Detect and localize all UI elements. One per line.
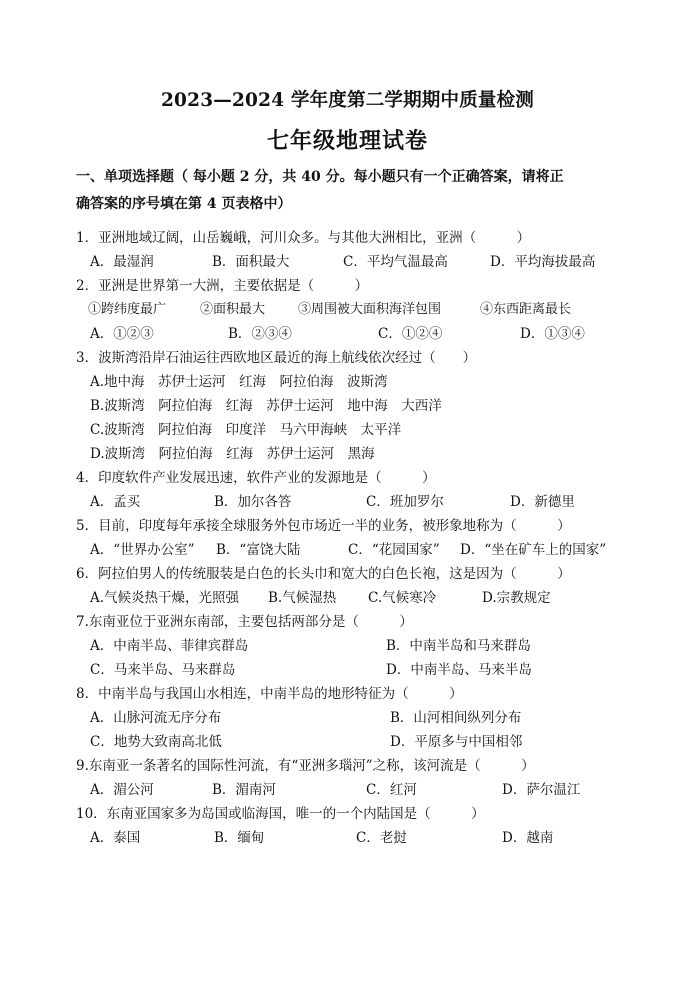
question-4-option-b: B．加尔各答 xyxy=(214,494,292,510)
question-9-options xyxy=(90,778,630,798)
question-10-option-a: A．泰国 xyxy=(90,830,141,846)
question-6-stem: 6．阿拉伯男人的传统服装是白色的长头巾和宽大的白色长袍，这是因为（ ） xyxy=(76,566,571,582)
question-8-option-b: B．山河相间纵列分布 xyxy=(390,710,522,726)
question-2-item-2: ②面积最大 xyxy=(200,302,266,317)
section-heading-line2: 确答案的序号填在第 4 页表格中） xyxy=(76,196,292,212)
question-9-option-c: C．红河 xyxy=(366,782,417,798)
question-5-options xyxy=(90,538,630,558)
question-2-item-1: ①跨纬度最广 xyxy=(88,302,167,317)
question-7-option-c: C．马来半岛、马来群岛 xyxy=(90,662,236,678)
question-1-options xyxy=(90,250,630,270)
question-1-option-d: D．平均海拔最高 xyxy=(490,254,596,270)
question-2-option-c: C．①②④ xyxy=(378,326,443,342)
question-2-stem: 2．亚洲是世界第一大洲，主要依据是（ ） xyxy=(76,278,369,294)
question-6-option-b: B.气候湿热 xyxy=(268,590,337,606)
question-7-options-row1 xyxy=(90,634,630,654)
question-7-option-a: A．中南半岛、菲律宾群岛 xyxy=(90,638,249,654)
exam-subtitle: 七年级地理试卷 xyxy=(266,128,428,154)
question-1-option-a: A．最湿润 xyxy=(90,254,154,270)
question-9-option-a: A．湄公河 xyxy=(90,782,154,798)
question-4-options xyxy=(90,490,630,510)
exam-title: 2023—2024 学年度第二学期期中质量检测 xyxy=(160,90,535,111)
question-3-option-c: C.波斯湾 阿拉伯海 印度洋 马六甲海峡 太平洋 xyxy=(90,422,402,438)
question-7-option-b: B．中南半岛和马来群岛 xyxy=(386,638,531,654)
question-10-option-d: D．越南 xyxy=(502,830,554,846)
question-2-option-a: A．①②③ xyxy=(90,326,154,342)
question-4-stem: 4．印度软件产业发展迅速，软件产业的发源地是（ ） xyxy=(76,470,436,486)
question-2-item-4: ④东西距离最长 xyxy=(480,302,572,317)
question-10-options xyxy=(90,826,630,846)
question-10-option-b: B．缅甸 xyxy=(214,830,265,846)
question-8-options-row1 xyxy=(90,706,630,726)
question-5-option-d: D．“坐在矿车上的国家” xyxy=(460,542,607,558)
question-3-stem: 3．波斯湾沿岸石油运往西欧地区最近的海上航线依次经过（ ） xyxy=(76,350,477,366)
question-5-option-b: B．“富饶大陆 xyxy=(216,542,301,558)
question-4-option-a: A．孟买 xyxy=(90,494,141,510)
question-6-option-d: D.宗教规定 xyxy=(482,590,551,606)
question-4-option-c: C．班加罗尔 xyxy=(366,494,444,510)
question-3-option-d: D.波斯湾 阿拉伯海 红海 苏伊士运河 黑海 xyxy=(90,446,375,462)
section-heading-line1: 一、单项选择题（ 每小题 2 分，共 40 分。每小题只有一个正确答案，请将正 xyxy=(76,169,564,185)
question-10-option-c: C．老挝 xyxy=(356,830,407,846)
question-9-option-b: B．湄南河 xyxy=(212,782,276,798)
question-2-items xyxy=(88,298,628,318)
question-2-option-b: B．②③④ xyxy=(228,326,292,342)
question-5-stem: 5．目前，印度每年承接全球服务外包市场近一半的业务，被形象地称为（ ） xyxy=(76,518,571,534)
question-8-option-c: C．地势大致南高北低 xyxy=(90,734,222,750)
question-2-option-d: D．①③④ xyxy=(520,326,585,342)
question-8-options-row2 xyxy=(90,730,630,750)
question-3-option-a: A.地中海 苏伊士运河 红海 阿拉伯海 波斯湾 xyxy=(90,374,388,390)
question-1-stem: 1．亚洲地域辽阔，山岳巍峨，河川众多。与其他大洲相比，亚洲（ ） xyxy=(76,230,531,246)
question-6-option-a: A.气候炎热干燥，光照强 xyxy=(90,590,240,606)
question-6-option-c: C.气候寒冷 xyxy=(368,590,437,606)
question-1-option-b: B．面积最大 xyxy=(212,254,290,270)
question-8-stem: 8．中南半岛与我国山水相连，中南半岛的地形特征为（ ） xyxy=(76,686,463,702)
question-8-option-a: A．山脉河流无序分布 xyxy=(90,710,222,726)
question-7-option-d: D．中南半岛、马来半岛 xyxy=(386,662,532,678)
section-heading xyxy=(76,164,636,218)
question-8-option-d: D．平原多与中国相邻 xyxy=(390,734,523,750)
question-9-option-d: D．萨尔温江 xyxy=(502,782,581,798)
question-10-stem: 10．东南亚国家多为岛国或临海国，唯一的一个内陆国是（ ） xyxy=(76,806,485,822)
question-2-options xyxy=(90,322,630,342)
question-7-options-row2 xyxy=(90,658,630,678)
question-9-stem: 9.东南亚一条著名的国际性河流，有“亚洲多瑙河”之称，该河流是（ ） xyxy=(76,758,535,774)
question-4-option-d: D．新德里 xyxy=(510,494,575,510)
question-5-option-c: C．“花园国家” xyxy=(348,542,440,558)
question-6-options xyxy=(90,586,630,606)
question-3-option-b: B.波斯湾 阿拉伯海 红海 苏伊士运河 地中海 大西洋 xyxy=(90,398,442,414)
question-7-stem: 7.东南亚位于亚洲东南部，主要包括两部分是（ ） xyxy=(76,614,413,630)
question-1-option-c: C．平均气温最高 xyxy=(343,254,448,270)
question-5-option-a: A．“世界办公室” xyxy=(90,542,195,558)
question-2-item-3: ③周围被大面积海洋包围 xyxy=(298,302,442,317)
